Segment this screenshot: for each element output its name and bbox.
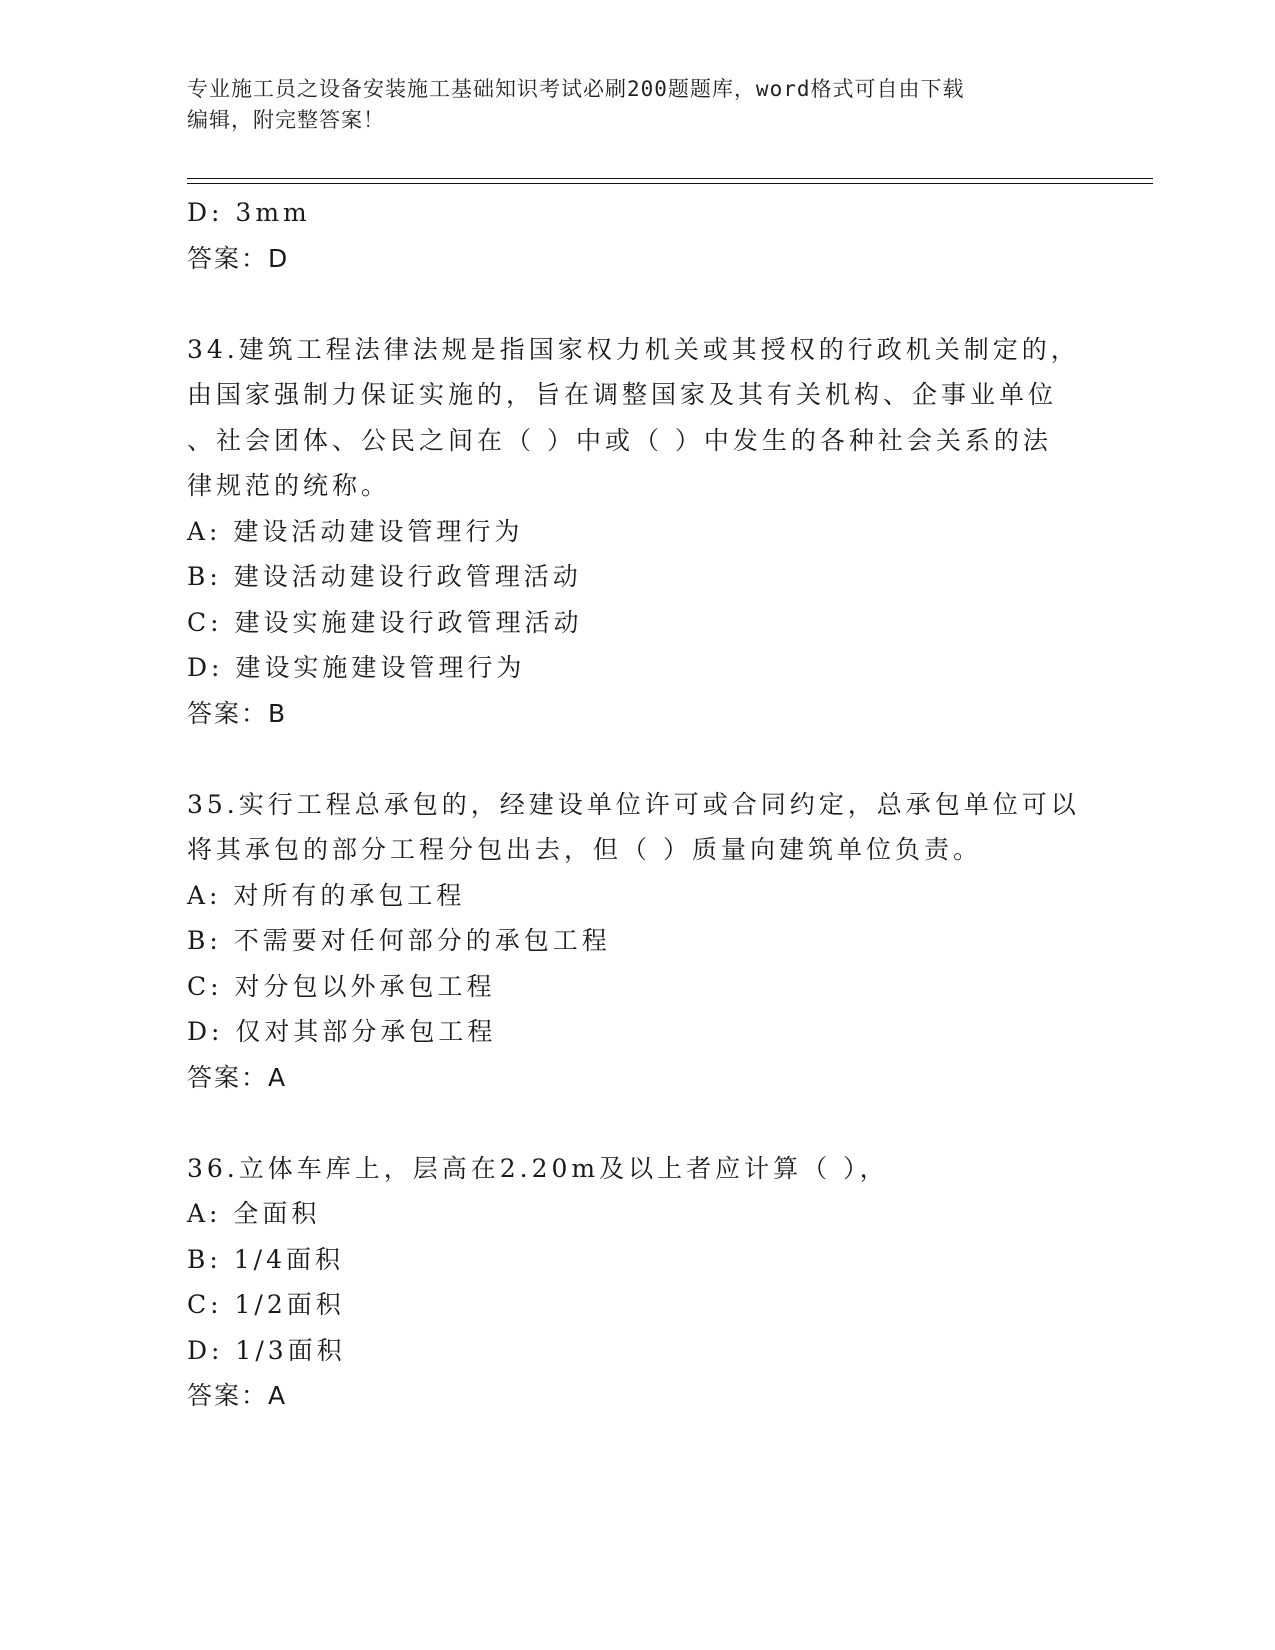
option-a: A: 建设活动建设管理行为 <box>187 516 524 546</box>
question-block-36 <box>187 1146 1087 1419</box>
option-b: B: 不需要对任何部分的承包工程 <box>187 926 611 955</box>
header-rule-bottom <box>187 183 1153 184</box>
option-c: C: 建设实施建设行政管理活动 <box>187 607 583 637</box>
option-d: D: 1/3面积 <box>187 1335 346 1365</box>
option-d: D: 建设实施建设管理行为 <box>187 653 526 682</box>
question-text-line: 36.立体车库上，层高在2.20m及以上者应计算（ ）， <box>187 1153 889 1183</box>
question-block-35 <box>187 782 1087 1101</box>
question-text-line: 由国家强制力保证实施的，旨在调整国家及其有关机构、企事业单位 <box>187 380 1058 409</box>
question-block-34 <box>187 327 1087 737</box>
header-line-1: 专业施工员之设备安装施工基础知识考试必刷200题题库，word格式可自由下载 <box>187 77 965 101</box>
answer-line: 答案：A <box>187 1062 288 1092</box>
option-d: D: 3mm <box>187 198 311 227</box>
document-header <box>187 74 1067 136</box>
question-text-line: 律规范的统称。 <box>187 471 391 500</box>
header-line-2: 编辑，附完整答案！ <box>187 108 385 132</box>
question-text-line: 34.建筑工程法律法规是指国家权力机关或其授权的行政机关制定的， <box>187 334 1080 364</box>
header-rule-top <box>187 178 1153 179</box>
question-text-line: 、社会团体、公民之间在（ ）中或（ ）中发生的各种社会关系的法 <box>187 425 1052 455</box>
option-a: A: 全面积 <box>187 1199 321 1228</box>
question-block <box>187 190 1087 281</box>
option-a: A: 对所有的承包工程 <box>187 880 466 910</box>
option-c: C: 1/2面积 <box>187 1290 345 1319</box>
block-spacer <box>187 281 1087 327</box>
question-list <box>187 190 1087 1419</box>
option-d: D: 仅对其部分承包工程 <box>187 1017 497 1046</box>
option-b: B: 建设活动建设行政管理活动 <box>187 562 582 591</box>
option-b: B: 1/4面积 <box>187 1244 344 1274</box>
answer-line: 答案：D <box>187 243 290 273</box>
question-text-line: 将其承包的部分工程分包出去，但（ ）质量向建筑单位负责。 <box>187 835 982 864</box>
question-text-line: 35.实行工程总承包的，经建设单位许可或合同约定，总承包单位可以 <box>187 789 1080 819</box>
answer-line: 答案：B <box>187 698 288 728</box>
answer-line: 答案：A <box>187 1381 288 1410</box>
option-c: C: 对分包以外承包工程 <box>187 971 496 1001</box>
block-spacer <box>187 1100 1087 1146</box>
block-spacer <box>187 736 1087 782</box>
